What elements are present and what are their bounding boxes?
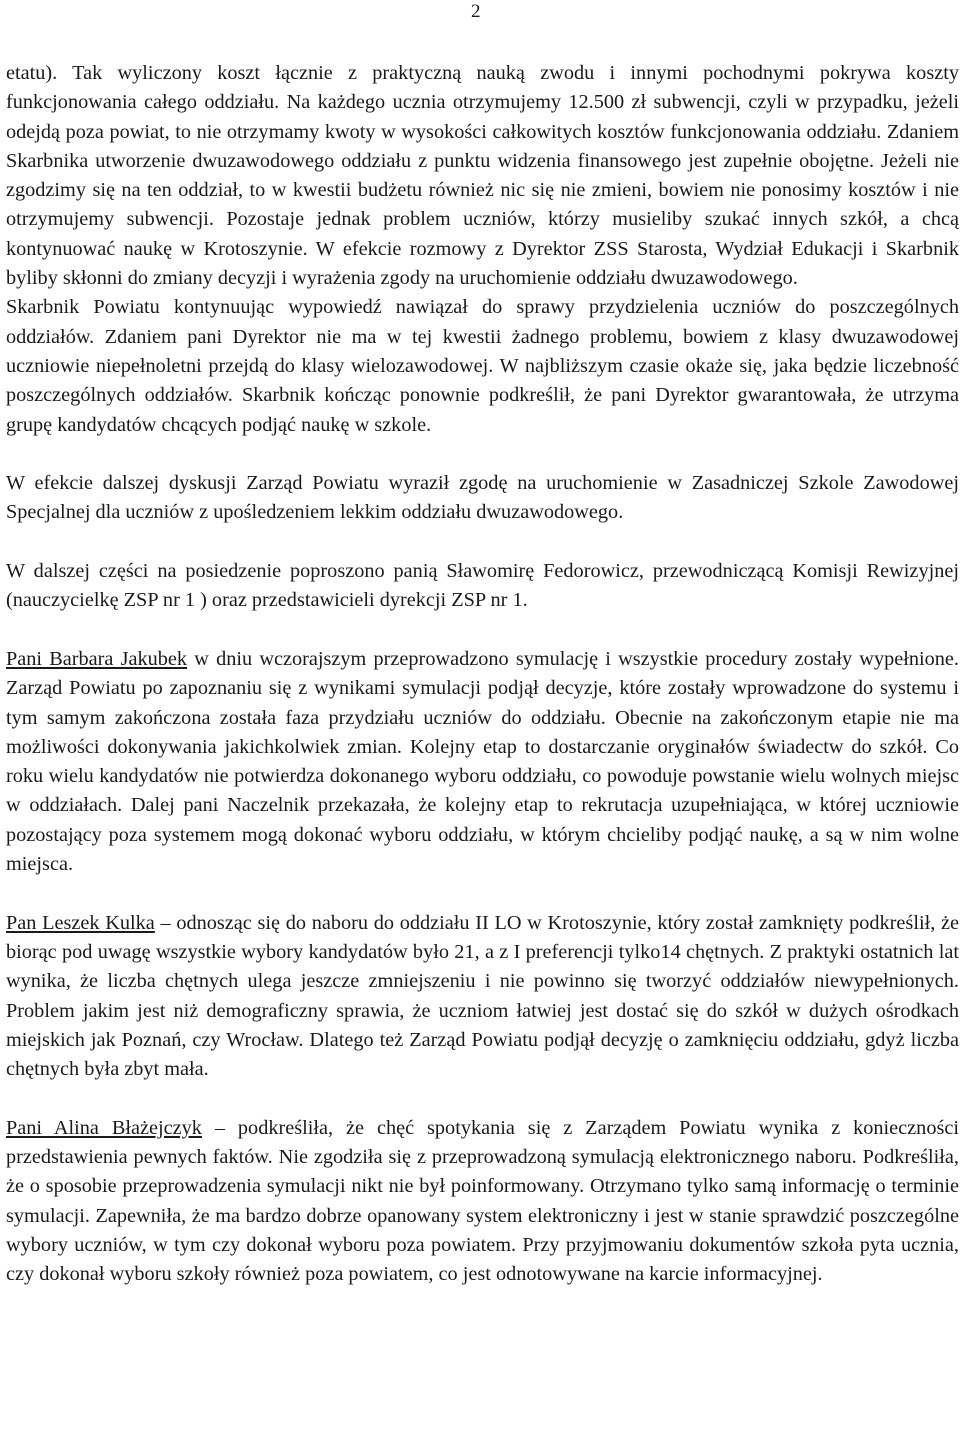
paragraph-text: etatu). Tak wyliczony koszt łącznie z praktyczną nauką zwodu i innymi pochodnymi pokrywa koszty funkcjonowania całego oddziału. Na każdego ucznia otrzymujemy 12.500 zł subwencji, czyli w przypadku, jeżeli odejdą poza powiat, to nie otrzymamy kwoty w wysokości całkowitych kosztów funkcjonowania oddziału. Zdaniem Skarbnika utworzenie dwuzawodowego oddziału z punktu widzenia finansowego jest zupełnie obojętne. Jeżeli nie zgodzimy się na ten oddział, to w kwestii budżetu również nic się nie zmieni, bowiem nie ponosimy kosztów i nie otrzymujemy subwencji. Pozostaje jednak problem uczniów, którzy musieliby szukać innych szkół, a chcą kontynuować naukę w Krotoszynie. W efekcie rozmowy z Dyrektor ZSS Starosta, Wydział Edukacji i Skarbnik byliby skłonni do zmiany decyzji i wyrażenia zgody na uruchomienie oddziału dwuzawodowego. (6, 62, 959, 290)
paragraph-budget (6, 59, 959, 293)
page-number: 2 (471, 1, 481, 22)
paragraph-text: w dniu wczorajszym przeprowadzono symulację i wszystkie procedury zostały wypełnione. Zarząd Powiatu po zapoznaniu się z wynikami symulacji podjął decyzje, które zostały wprowadzone do systemu i tym samym zakończona została faza przydziału uczniów do oddziału. Obecnie na zakończonym etapie nie ma możliwości dokonywania jakichkolwiek zmian. Kolejny etap to dostarczanie oryginałów świadectw do szkół. Co roku wielu kandydatów nie potwierdza dokonanego wyboru oddziału, co powoduje powstanie wielu wolnych miejsc w oddziałach. Dalej pani Naczelnik przekazała, że kolejny etap to rekrutacja uzupełniająca, w której uczniowie pozostający poza systemem mogą dokonać wyboru oddziału, w którym chcieliby podjąć naukę, a są w nim wolne miejsca. (6, 647, 959, 876)
speaker-name: Pan Leszek Kulka (6, 911, 155, 934)
speaker-name: Pani Barbara Jakubek (6, 647, 188, 670)
paragraph-text: W dalszej części na posiedzenie poproszono panią Sławomirę Fedorowicz, przewodniczącą Komisji Rewizyjnej (nauczycielkę ZSP nr 1 ) oraz przedstawicieli dyrekcji ZSP nr 1. (6, 560, 959, 612)
paragraph-text: – odnosząc się do naboru do oddziału II LO w Krotoszynie, który został zamknięty podkreślił, że biorąc pod uwagę wszystkie wybory kandydatów było 21, a z I preferencji tylko14 chętnych. Z praktyki ostatnich lat wynika, że liczba chętnych ulega jeszcze zmniejszeniu i nie powinno się tworzyć oddziałów niewypełnionych. Problem jakim jest niż demograficzny sprawia, że uczniom łatwiej jest dostać się do szkół w dużych ośrodkach miejskich jak Poznań, czy Wrocław. Dlatego też Zarząd Powiatu podjął decyzję o zamknięciu oddziału, gdyż liczba chętnych była zbyt mała. (6, 911, 959, 1081)
paragraph-treasurer (6, 293, 959, 439)
document-body (6, 59, 959, 1289)
paragraph-kulka (6, 909, 959, 1085)
paragraph-text: Skarbnik Powiatu kontynuując wypowiedź nawiązał do sprawy przydzielenia uczniów do poszczególnych oddziałów. Zdaniem pani Dyrektor nie ma w tej kwestii żadnego problemu, bowiem z klasy dwuzawodowej uczniowie niepełnoletni przejdą do klasy wielozawodowej. W najbliższym czasie okaże się, jaka będzie liczebność poszczególnych oddziałów. Skarbnik kończąc ponownie podkreślił, że pani Dyrektor gwarantowała, że utrzyma grupę kandydatów chcących podjąć naukę w szkole. (6, 296, 959, 436)
paragraph-text: – podkreśliła, że chęć spotykania się z Zarządem Powiatu wynika z konieczności przedstawienia pewnych faktów. Nie zgodziła się z przeprowadzoną symulacją elektronicznego naboru. Podkreśliła, że o sposobie przeprowadzenia symulacji nikt nie był poinformowany. Otrzymano tylko samą informację o terminie symulacji. Zapewniła, że ma bardzo dobrze opanowany system elektroniczny i jest w stanie sprawdzić poszczególne wybory uczniów, w tym czy dokonał wyboru poza powiatem. Przy przyjmowaniu dokumentów szkoła pyta ucznia, czy dokonał wyboru szkoły również poza powiatem, co jest odnotowywane na karcie informacyjnej. (6, 1116, 959, 1286)
speaker-name: Pani Alina Błażejczyk (6, 1116, 202, 1139)
paragraph-blazejczyk (6, 1114, 959, 1290)
paragraph-invitation (6, 557, 959, 616)
paragraph-text: W efekcie dalszej dyskusji Zarząd Powiatu wyraził zgodę na uruchomienie w Zasadniczej Szkole Zawodowej Specjalnej dla uczniów z upośledzeniem lekkim oddziału dwuzawodowego. (6, 472, 959, 524)
paragraph-jakubek (6, 645, 959, 879)
paragraph-decision (6, 469, 959, 528)
